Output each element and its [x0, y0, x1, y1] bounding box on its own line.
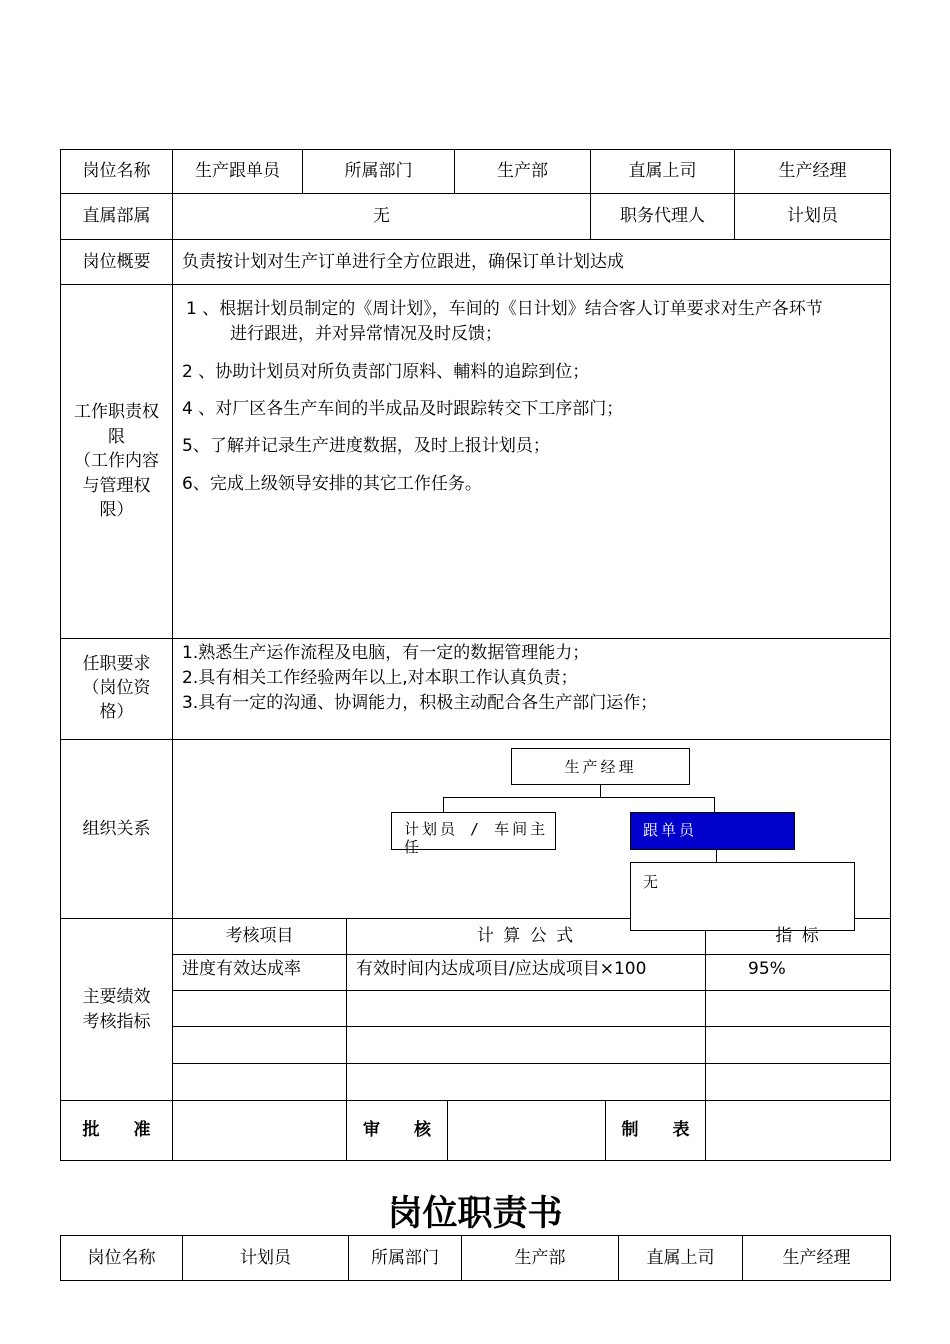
- review-field[interactable]: [448, 1101, 605, 1160]
- kpi-row-target: 95%: [748, 959, 786, 979]
- prepare-field[interactable]: [706, 1101, 890, 1160]
- duty-item-1-cont: 进行跟进，并对异常情况及时反馈；: [230, 324, 502, 344]
- duty-item-2: 2 、协助计划员对所负责部门原料、輔料的追踪到位；: [182, 362, 590, 382]
- position-name-label-2: 岗位名称: [87, 1247, 156, 1268]
- summary-label: 岗位概要: [82, 251, 151, 272]
- org-connector: [443, 797, 715, 798]
- org-node-planner: 计划员 / 车间主 任: [391, 812, 556, 850]
- position-name-value: 生产跟单员: [195, 161, 280, 182]
- requirement-item-1: 1.熟悉生产运作流程及电脑，有一定的数据管理能力；: [182, 643, 590, 663]
- org-connector: [714, 797, 715, 812]
- page-title: 岗位职责书: [387, 1193, 563, 1234]
- subordinate-value: 无: [373, 206, 390, 227]
- superior-value: 生产经理: [778, 161, 847, 182]
- requirements-label: 任职要求 （岗位资 格）: [82, 654, 151, 722]
- prepare-label: 制 表: [621, 1120, 690, 1141]
- org-node-none: 无: [630, 862, 855, 931]
- department-value: 生产部: [497, 161, 548, 182]
- department-value-2: 生产部: [514, 1247, 566, 1268]
- duty-item-4: 5、了解并记录生产进度数据，及时上报计划员；: [182, 436, 550, 456]
- org-connector: [716, 850, 717, 862]
- deputy-value: 计划员: [787, 206, 838, 227]
- deputy-label: 职务代理人: [620, 206, 705, 227]
- position-name-value-2: 计划员: [240, 1247, 291, 1268]
- kpi-row-item: 进度有效达成率: [182, 959, 301, 979]
- kpi-header-target: 指 标: [775, 926, 821, 947]
- subordinate-label: 直属部属: [82, 206, 151, 227]
- duty-item-1: 1 、根据计划员制定的《周计划》，车间的《日计划》结合客人订单要求对生产各环节: [186, 299, 823, 319]
- kpi-label: 主要绩效 考核指标: [82, 987, 151, 1032]
- department-label-2: 所属部门: [371, 1247, 439, 1268]
- approve-label: 批 准: [82, 1120, 151, 1141]
- superior-label: 直属上司: [628, 161, 697, 182]
- requirement-item-2: 2.具有相关工作经验两年以上,对本职工作认真负责；: [182, 668, 578, 688]
- org-label: 组织关系: [82, 818, 151, 839]
- superior-label-2: 直属上司: [646, 1247, 715, 1268]
- org-node-production-manager: 生产经理: [511, 748, 690, 785]
- duties-label: 工作职责权 限 （工作内容 与管理权 限）: [74, 402, 159, 520]
- duty-item-3: 4 、对厂区各生产车间的半成品及时跟踪转交下工序部门；: [182, 399, 624, 419]
- review-label: 审 核: [363, 1120, 431, 1141]
- requirement-item-3: 3.具有一定的沟通、协调能力，积极主动配合各生产部门运作；: [182, 693, 658, 713]
- kpi-row-formula: 有效时间内达成项目/应达成项目×100: [356, 959, 647, 979]
- duty-item-5: 6、完成上级领导安排的其它工作任务。: [182, 474, 482, 494]
- summary-text: 负责按计划对生产订单进行全方位跟进，确保订单计划达成: [182, 252, 624, 272]
- position-name-label: 岗位名称: [82, 161, 151, 182]
- kpi-header-item: 考核项目: [225, 926, 294, 947]
- department-label: 所属部门: [344, 161, 413, 182]
- approve-field[interactable]: [173, 1101, 346, 1160]
- org-connector: [443, 797, 444, 812]
- superior-value-2: 生产经理: [782, 1247, 851, 1268]
- org-connector: [600, 785, 601, 797]
- kpi-header-formula: 计 算 公 式: [476, 926, 576, 947]
- org-node-follow-up-clerk: 跟单员: [630, 812, 795, 850]
